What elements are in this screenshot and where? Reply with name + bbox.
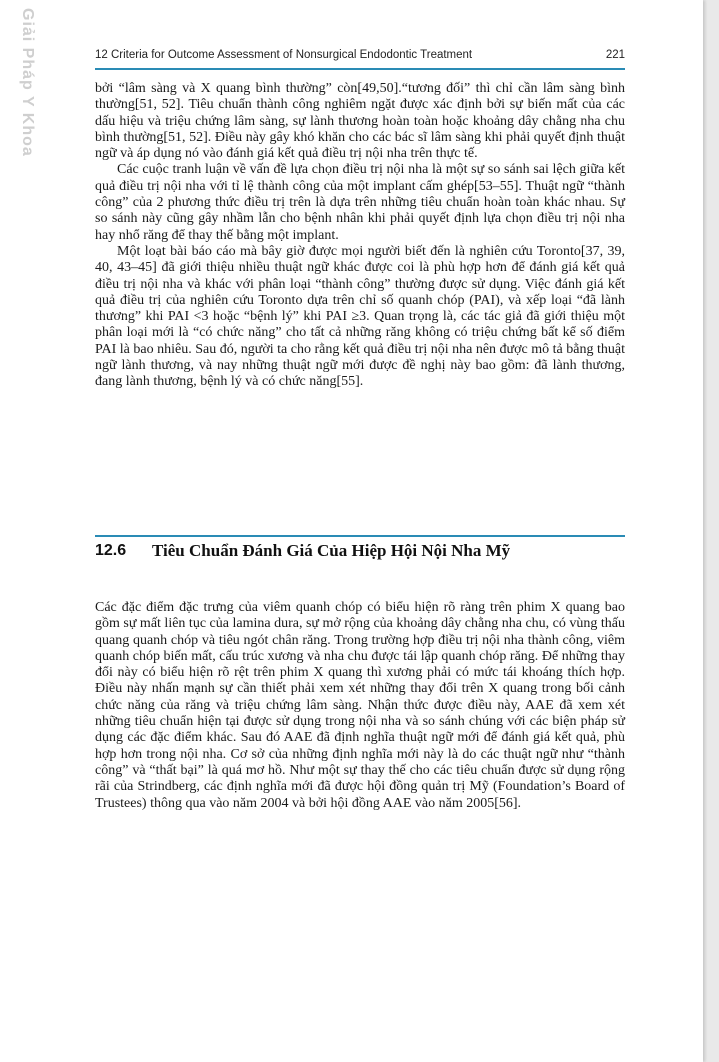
page-number: 221 (605, 49, 625, 61)
body-text (95, 81, 625, 391)
paragraph: Các cuộc tranh luận về vấn đề lựa chọn điều trị nội nha là một sự so sánh sai lệch giữa kết quả điều trị nội nha với tỉ lệ thành công của một implant cấm ghép[53–55]. Thuật ngữ “thành công” của 2 phương thức điều trị trên là dựa trên những tiêu chuẩn hoàn toàn khác nhau. Sự so sánh này cũng gây nhầm lẫn cho bệnh nhân khi phải quyết định lựa chọn điều trị nội nha hay nhổ răng để thay thế bằng một implant. (95, 162, 625, 243)
watermark: Giải Pháp Y Khoa (19, 8, 36, 157)
section-title: Tiêu Chuẩn Đánh Giá Của Hiệp Hội Nội Nha Mỹ (152, 541, 511, 560)
paragraph: Các đặc điểm đặc trưng của viêm quanh chóp có biểu hiện rõ ràng trên phim X quang bao gồm sự mất liên tục của lamina dura, sự mở rộng của khoảng dây chằng nha chu, có vùng thấu quang quanh chóp và tiêu ngót chân răng. Trong trường hợp điều trị nội nha thành công, viêm quanh chóp biến mất, cấu trúc xương và nha chu được tái lập quanh chóp răng. Để những thay đổi này có biểu hiện rõ rệt trên phim X quang thì xương phải có mức tái khoáng thích hợp. Điều này nhấn mạnh sự cần thiết phải xem xét những thay đổi trên X quang trong bối cảnh chức năng của răng và triệu chứng lâm sàng. Nhận thức được điều này, AAE đã xem xét những tiêu chuẩn hiện tại được sử dụng trong nội nha và so sánh chúng với các biện pháp sử dụng các đặc điểm khác. Sau đó AAE đã định nghĩa thuật ngữ mới để đánh giá kết quả, phù hợp hơn trong nội nha. Cơ sở của những định nghĩa mới này là do các thuật ngữ như “thành công” và “thất bại” là quá mơ hồ. Như một sự thay thế cho các tiêu chuẩn được sử dụng rộng rãi của Strindberg, các định nghĩa mới đã được hội đồng quản trị Mỹ (Foundation’s Board of Trustees) thông qua vào năm 2004 và bởi hội đồng AAE vào năm 2005[56]. (95, 600, 625, 811)
paragraph: Một loạt bài báo cáo mà bây giờ được mọi người biết đến là nghiên cứu Toronto[37, 39, 40, 43–45] đã giới thiệu nhiều thuật ngữ khác được coi là phù hợp hơn để đánh giá kết quả điều trị nội nha và khác với phân loại “thành công” thường được sử dụng. Việc đánh giá kết quả điều trị của nghiên cứu Toronto dựa trên chỉ số quanh chóp (PAI), và xếp loại “đã lành thương” khi PAI <3 hoặc “bệnh lý” khi PAI ≥3. Quan trọng là, các tác giả đã giới thiệu một phân loại mới là “có chức năng” cho tất cả những răng không có triệu chứng bất kể số điểm PAI là bao nhiêu. Sau đó, người ta cho rằng kết quả điều trị nội nha nên được mô tả bằng thuật ngữ lành thương, và nay những thuật ngữ mới được đề nghị này bao gồm: đã lành thương, đang lành thương, bệnh lý và có chức năng[55]. (95, 243, 625, 390)
section-number: 12.6 (95, 542, 127, 559)
section-text (95, 600, 625, 812)
running-head-title: 12 Criteria for Outcome Assessment of Nonsurgical Endodontic Treatment (95, 49, 473, 61)
section-rule (95, 535, 625, 537)
running-head (95, 49, 625, 61)
header-rule (95, 68, 625, 70)
paragraph: bởi “lâm sàng và X quang bình thường” còn[49,50].“tương đối” thì chỉ cần lâm sàng bình thường[51, 52]. Tiêu chuẩn thành công nghiêm ngặt được xác định bởi sự biến mất của các dấu hiệu và triệu chứng lâm sàng, sự lành thương hoàn toàn hoặc khoảng dây chằng nha chu bình thường[51, 52]. Điều này gây khó khăn cho các bác sĩ lâm sàng khi phải quyết định thuật ngữ và áp dụng nó vào đánh giá kết quả điều trị nội nha trên thực tế. (95, 81, 625, 162)
